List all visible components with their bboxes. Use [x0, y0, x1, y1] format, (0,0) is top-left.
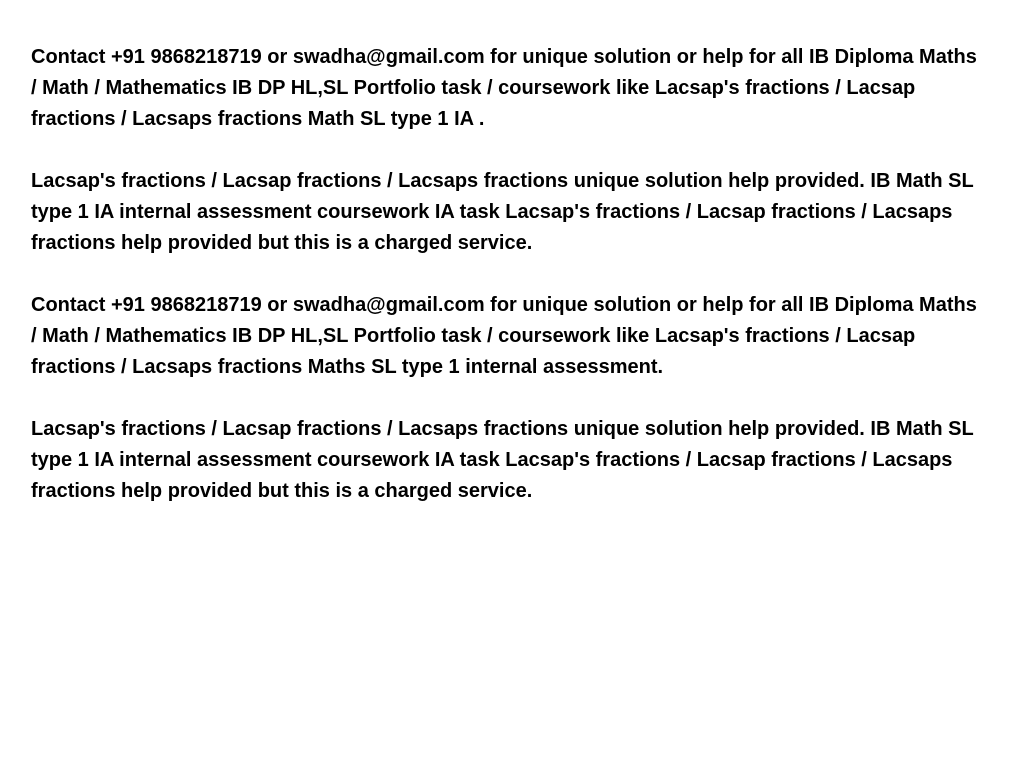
paragraph-service-1: Lacsap's fractions / Lacsap fractions / Lacsaps fractions unique solution help provided. IB Math SL type 1 IA internal assessment coursework IA task Lacsap's fractions / Lacsap fractions / Lacsaps fractions help provided but this is a charged service.: [31, 170, 979, 254]
slide-text-body: [31, 42, 991, 538]
paragraph-contact-1: Contact +91 9868218719 or swadha@gmail.com for unique solution or help for all IB Diploma Maths / Math / Mathematics IB DP HL,SL Portfolio task / coursework like Lacsap's fractions / Lacsap fractions / Lacsaps fractions Math SL type 1 IA .: [31, 46, 988, 130]
paragraph-contact-2: Contact +91 9868218719 or swadha@gmail.com for unique solution or help for all IB Diploma Maths / Math / Mathematics IB DP HL,SL Portfolio task / coursework like Lacsap's fractions / Lacsap fractions / Lacsaps fractions Maths SL type 1 internal assessment.: [31, 294, 988, 378]
paragraph-service-2: Lacsap's fractions / Lacsap fractions / Lacsaps fractions unique solution help provided. IB Math SL type 1 IA internal assessment coursework IA task Lacsap's fractions / Lacsap fractions / Lacsaps fractions help provided but this is a charged service.: [31, 418, 979, 502]
